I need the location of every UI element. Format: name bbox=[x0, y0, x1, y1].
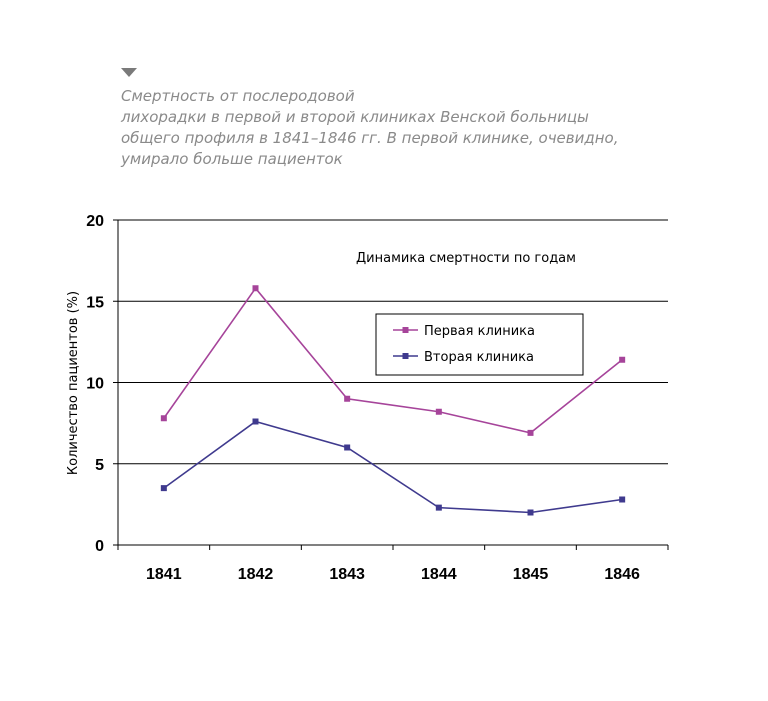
data-point bbox=[161, 485, 167, 491]
y-tick-label: 20 bbox=[86, 213, 104, 230]
data-point bbox=[528, 510, 534, 516]
caption-line: лихорадки в первой и второй клиниках Венской больницы bbox=[121, 108, 589, 126]
axes bbox=[113, 220, 668, 550]
y-tick-label: 15 bbox=[86, 294, 104, 312]
legend-label: Вторая клиника bbox=[424, 350, 534, 365]
data-point bbox=[619, 497, 625, 503]
data-point bbox=[436, 505, 442, 511]
caption-line: Смертность от послеродовой bbox=[121, 87, 355, 105]
data-point bbox=[436, 409, 442, 415]
x-tick-label: 1842 bbox=[237, 566, 274, 583]
y-tick-label: 10 bbox=[86, 375, 104, 393]
x-tick-labels bbox=[146, 566, 640, 583]
y-tick-label: 0 bbox=[95, 538, 104, 555]
series-line-2 bbox=[164, 422, 622, 513]
caption-line: умирало больше пациенток bbox=[121, 150, 343, 168]
x-tick-label: 1846 bbox=[604, 566, 640, 583]
y-tick-labels bbox=[86, 213, 104, 555]
x-tick-label: 1844 bbox=[421, 566, 457, 583]
x-tick-label: 1841 bbox=[146, 566, 182, 583]
legend bbox=[376, 314, 583, 375]
legend-marker bbox=[403, 353, 409, 359]
x-tick-label: 1845 bbox=[512, 566, 549, 583]
data-point bbox=[161, 415, 167, 421]
data-point bbox=[344, 445, 350, 451]
y-axis-label: Количество пациентов (%) bbox=[66, 290, 81, 476]
legend-label: Первая клиника bbox=[424, 324, 535, 339]
legend-marker bbox=[403, 327, 409, 333]
chart-title: Динамика смертности по годам bbox=[356, 251, 576, 266]
data-point bbox=[253, 285, 259, 291]
data-point bbox=[619, 357, 625, 363]
y-tick-label: 5 bbox=[95, 456, 104, 474]
data-point bbox=[528, 430, 534, 436]
x-tick-label: 1843 bbox=[329, 566, 365, 583]
caption-line: общего профиля в 1841–1846 гг. В первой клинике, очевидно, bbox=[121, 129, 619, 147]
data-point bbox=[344, 396, 350, 402]
data-point bbox=[253, 419, 259, 425]
